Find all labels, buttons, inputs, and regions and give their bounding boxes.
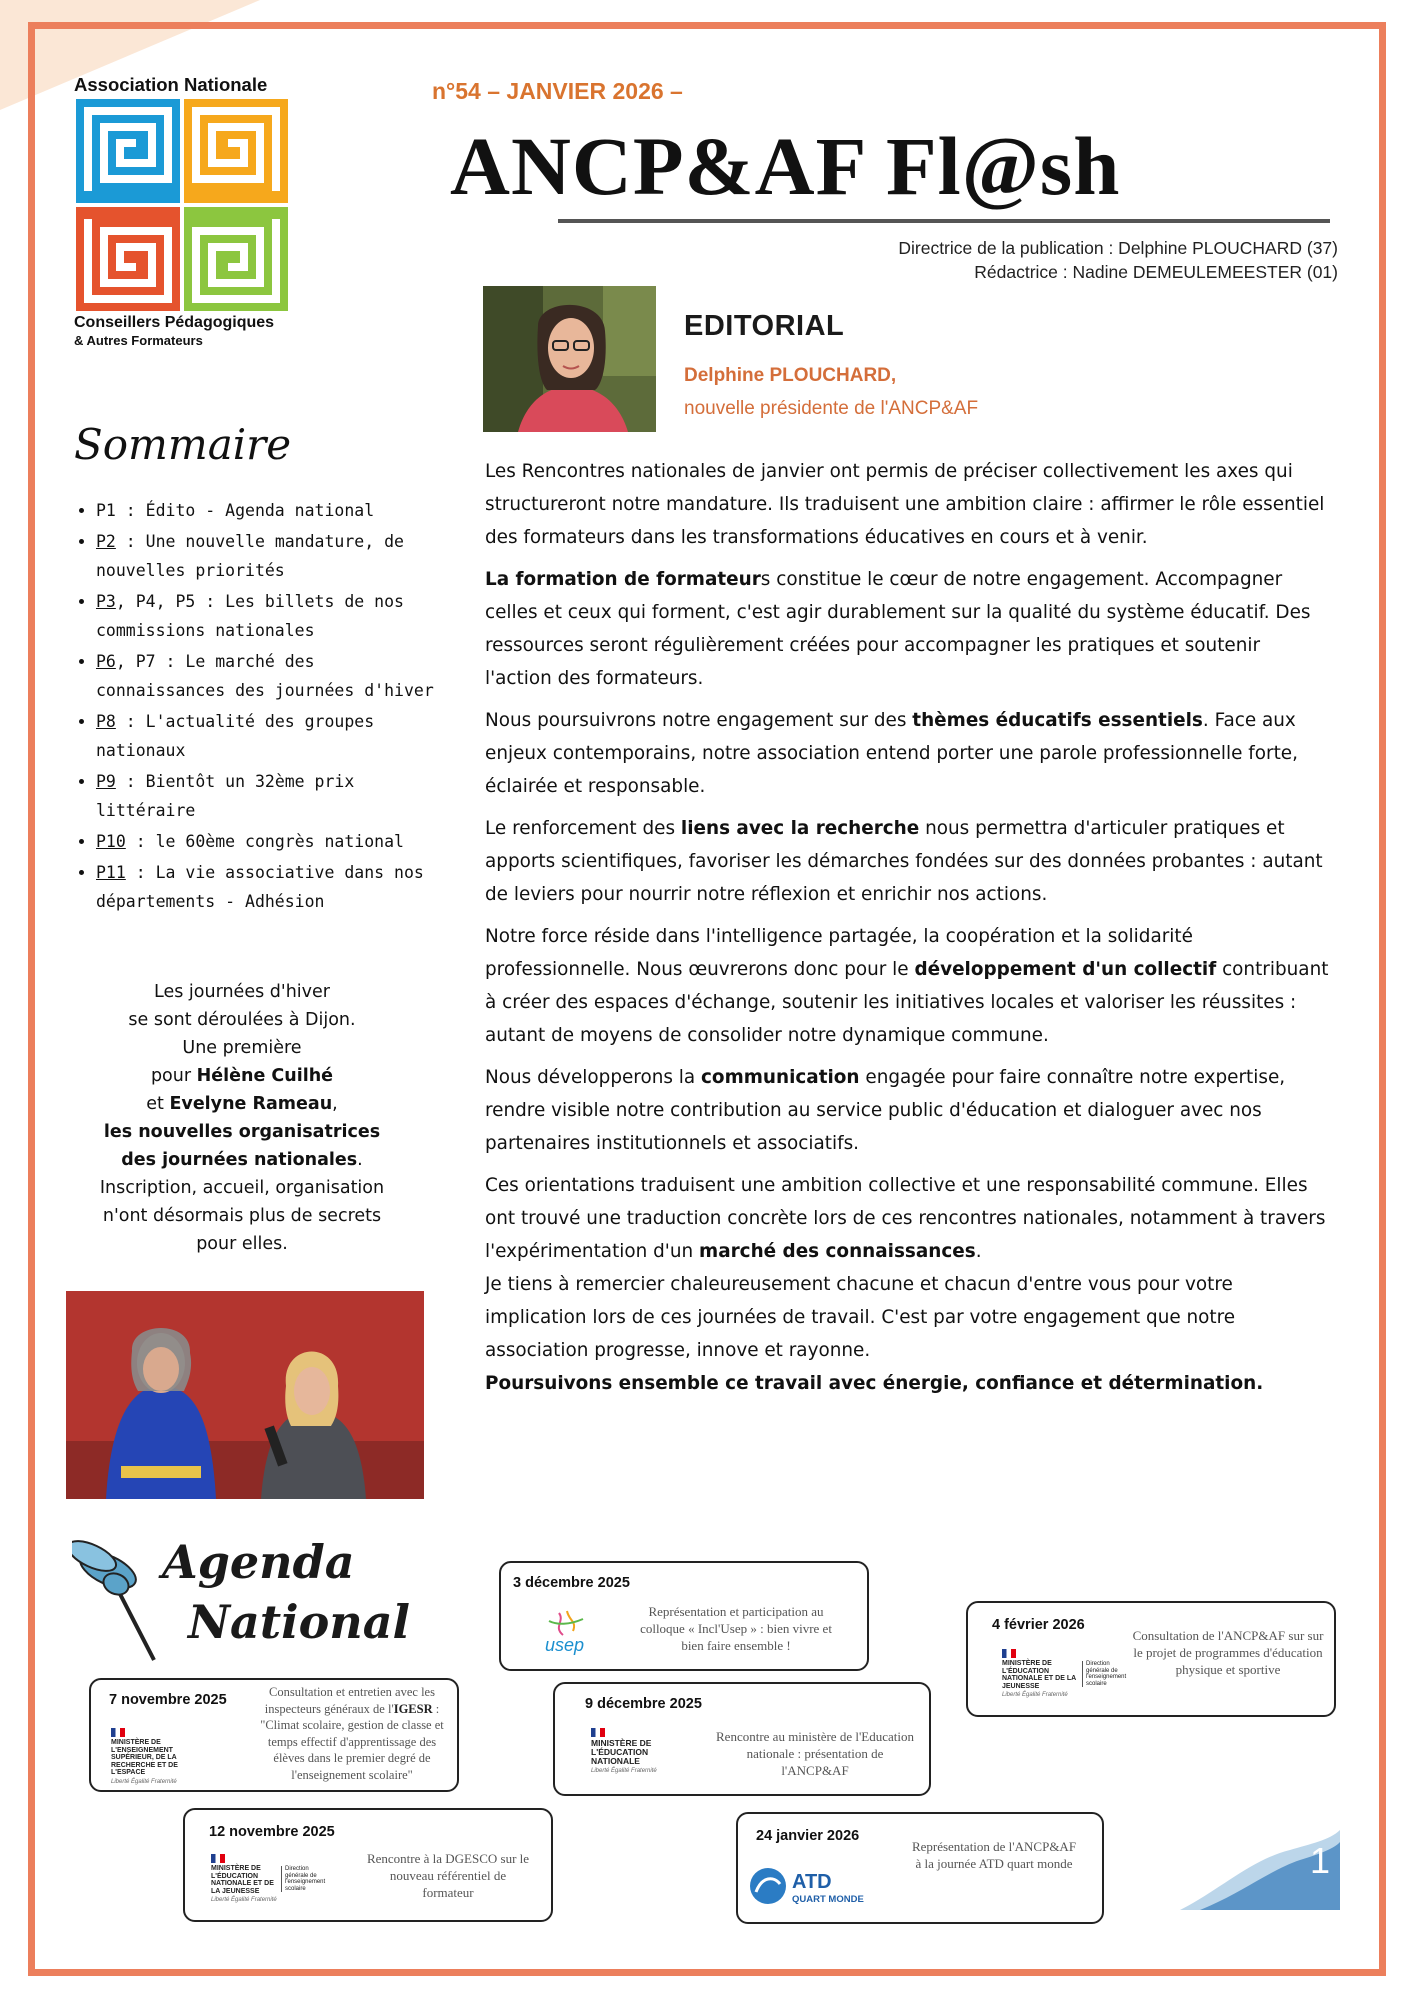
french-flag-icon (1002, 1649, 1016, 1658)
logo-bottom-line1: Conseillers Pédagogiques (74, 314, 275, 331)
ministere-logo (111, 1728, 193, 1785)
person-name: Evelyne Rameau (169, 1094, 333, 1114)
page-link[interactable]: P3 (96, 592, 116, 611)
agenda-description: Rencontre à la DGESCO sur le nouveau référentiel de formateur (366, 1851, 530, 1900)
atd-logo (746, 1862, 886, 1910)
agenda-title-line1: Agenda (162, 1535, 355, 1589)
logo-grid (76, 99, 294, 311)
paragraph-text: Le renforcement des (485, 818, 681, 839)
editorial-paragraph (485, 812, 1331, 911)
agenda-description: Consultation de l'ANCP&AF sur sur le projet de programmes d'éducation physique et sportive (1132, 1628, 1324, 1677)
agenda-card (499, 1561, 869, 1671)
agenda-description: Représentation de l'ANCP&AF à la journée ATD quart monde (911, 1839, 1077, 1871)
winter-line: n'ont désormais plus de secrets (102, 1206, 382, 1226)
bold-phrase: développement d'un collectif (914, 959, 1217, 980)
logo-green-square (184, 207, 288, 311)
direction-name: Direction générale de l'enseignement scolaire (1086, 1661, 1127, 1687)
atd-logo-subtext: QUART MONDE (792, 1894, 864, 1905)
page-link[interactable]: P11 (96, 863, 126, 882)
editorial-paragraph: Les Rencontres nationales de janvier ont permis de préciser collectivement les axes qui structureront notre mandature. Ils traduisent une ambition claire : affirmer le rôle essentiel des formateurs dans les transformations éducatives en cours et à venir. (485, 461, 1325, 548)
editorial-paragraph (485, 1169, 1331, 1268)
sommaire-item-text: : La vie associative dans nos départements - Adhésion (96, 863, 424, 911)
bold-phrase: des journées nationales (121, 1150, 358, 1170)
ministere-motto: Liberté Égalité Fraternité (591, 1768, 657, 1774)
paragraph-text: Nous poursuivrons notre engagement sur des (485, 710, 913, 731)
winter-text: , (332, 1094, 338, 1114)
page-link[interactable]: P9 (96, 772, 116, 791)
agenda-description (253, 1684, 451, 1783)
paragraph-text: nous permettra d'articuler pratiques et apports scientifiques, favoriser les démarches fondées sur des données probantes : autant de leviers pour nourrir notre réflexion et enrichir nos actions. (485, 818, 1323, 905)
agenda-date: 3 décembre 2025 (513, 1575, 630, 1591)
winter-text: . (357, 1150, 363, 1170)
agenda-description: Représentation et participation au colloque « Incl'Usep » : bien vivre et bien faire ensemble ! (640, 1604, 832, 1653)
page-link[interactable]: P2 (96, 532, 116, 551)
ministere-logo (211, 1854, 277, 1904)
paragraph-text: . Face aux enjeux contemporains, notre association entend porter une parole professionnelle forte, éclairée et responsable. (485, 710, 1298, 797)
editorial-paragraph: Je tiens à remercier chaleureusement chacune et chacun d'entre vous pour votre implication lors de ces journées de travail. C'est par votre engagement que notre association progresse, innove et rayonne. (485, 1274, 1236, 1361)
french-flag-icon (111, 1728, 125, 1737)
publication-director: Directrice de la publication : Delphine PLOUCHARD (37) (898, 238, 1338, 258)
winter-line: Inscription, accueil, organisation (99, 1178, 385, 1198)
logo-red-square (76, 207, 180, 311)
sommaire-item[interactable] (96, 707, 446, 765)
bold-phrase: La formation de formateur (485, 569, 761, 590)
sommaire-item-text: , P7 : Le marché des connaissances des journées d'hiver (96, 652, 434, 700)
agenda-card (553, 1682, 931, 1796)
sommaire-item[interactable] (96, 527, 446, 585)
bold-phrase: les nouvelles organisatrices (103, 1122, 381, 1142)
sommaire-item[interactable] (96, 587, 446, 645)
bold-phrase: liens avec la recherche (680, 818, 920, 839)
agenda-title (162, 1532, 410, 1652)
sommaire-item[interactable] (96, 647, 446, 705)
association-logo (74, 74, 294, 350)
atd-logo-text: ATD (792, 1871, 832, 1893)
ministere-name: MINISTÈRE DE L'ÉDUCATION NATIONALE ET DE LA JEUNESSE (1002, 1660, 1076, 1690)
bold-phrase: Poursuivons ensemble ce travail avec énergie, confiance et détermination. (485, 1373, 1264, 1394)
paragraph-text: s constitue le cœur de notre engagement. Accompagner celles et ceux qui forment, c'est agir durablement sur la qualité du système éducatif. Des ressources seront régulièrement créées pour accompagner les pratiques et soutenir l'action des formateurs. (485, 569, 1311, 689)
page-number: 1 (1310, 1840, 1331, 1881)
masthead-title: ANCP&AF Fl@sh (450, 120, 1121, 212)
winter-text: et (146, 1094, 170, 1114)
sommaire-list (68, 496, 446, 918)
ministere-motto: Liberté Égalité Fraternité (211, 1897, 277, 1903)
person-name: Hélène Cuilhé (196, 1066, 334, 1086)
pushpin-icon (72, 1536, 172, 1662)
bold-phrase: marché des connaissances (699, 1241, 976, 1262)
sommaire-item[interactable] (96, 827, 446, 856)
sommaire-item-text: : Bientôt un 32ème prix littéraire (96, 772, 355, 820)
agenda-date: 24 janvier 2026 (756, 1828, 860, 1844)
sommaire-item[interactable] (96, 496, 446, 525)
ministere-motto: Liberté Égalité Fraternité (1002, 1692, 1068, 1698)
french-flag-icon (591, 1728, 605, 1737)
logo-blue-square (76, 99, 180, 203)
paragraph-text: contribuant à créer des espaces d'échange, soutenir les initiatives locales et valoriser les réussites : autant de moyens de consolider notre dynamique commune. (485, 959, 1329, 1046)
paragraph-text: engagée pour faire connaître notre expertise, rendre visible notre contribution au service public d'éducation et dialoguer avec nos partenaires institutionnels et associatifs. (485, 1067, 1286, 1154)
winter-line: pour elles. (196, 1234, 288, 1254)
logo-yellow-square (184, 99, 288, 203)
direction-name: Direction générale de l'enseignement scolaire (285, 1866, 326, 1892)
desc-bold: IGESR (393, 1701, 433, 1716)
french-flag-icon (211, 1854, 225, 1863)
editorial-body (485, 455, 1331, 1409)
paragraph-text: Ces orientations traduisent une ambition collective et une responsabilité commune. Elles ont trouvé une traduction concrète lors de ces rencontres nationales, notamment à travers l'expérimentation d'un (485, 1175, 1326, 1262)
winter-line (72, 1062, 412, 1090)
editorial-closing (485, 1367, 1331, 1400)
sommaire-item-text: P1 : Édito - Agenda national (96, 501, 375, 520)
desc-text: : "Climat scolaire, gestion de classe et temps effectif d'apprentissage des élèves dans le premier degré de l'enseignement scolaire" (260, 1701, 444, 1782)
issue-number: n°54 – JANVIER 2026 – (432, 78, 683, 104)
bold-phrase: thèmes éducatifs essentiels (912, 710, 1203, 731)
page-link[interactable]: P8 (96, 712, 116, 731)
agenda-description: Rencontre au ministère de l'Education nationale : présentation de l'ANCP&AF (716, 1729, 914, 1778)
winter-line: Les journées d'hiver (154, 982, 330, 1002)
agenda-card (89, 1678, 459, 1792)
logo-top-text: Association Nationale (74, 74, 268, 95)
ministere-motto: Liberté Égalité Fraternité (111, 1778, 177, 1785)
agenda-date: 12 novembre 2025 (209, 1824, 335, 1840)
ministere-name: MINISTÈRE DE L'ÉDUCATION NATIONALE ET DE LA JEUNESSE (211, 1865, 274, 1895)
ministere-name: MINISTÈRE DE L'ENSEIGNEMENT SUPÉRIEUR, DE LA RECHERCHE ET DE L'ESPACE (111, 1739, 178, 1776)
editorial-paragraph (485, 920, 1331, 1052)
agenda-date: 9 décembre 2025 (585, 1696, 702, 1712)
agenda-date: 7 novembre 2025 (109, 1692, 227, 1708)
direction-logo (281, 1866, 327, 1892)
publication-editor: Rédactrice : Nadine DEMEULEMEESTER (01) (974, 262, 1338, 282)
agenda-date: 4 février 2026 (992, 1617, 1085, 1633)
ministere-logo (591, 1728, 681, 1775)
president-photo (483, 286, 656, 432)
ministere-logo (1002, 1649, 1080, 1699)
editorial-paragraph (485, 563, 1331, 695)
winter-days-photo (66, 1291, 424, 1499)
editorial-author: Delphine PLOUCHARD, (684, 365, 897, 386)
agenda-card (736, 1812, 1104, 1924)
ministere-name: MINISTÈRE DE L'ÉDUCATION NATIONALE (591, 1738, 652, 1766)
winter-line: Une première (182, 1038, 302, 1058)
sommaire-item-text: : le 60ème congrès national (125, 832, 404, 851)
sommaire-title: Sommaire (74, 420, 292, 469)
sommaire-item-text: : Une nouvelle mandature, de nouvelles priorités (96, 532, 404, 580)
editorial-paragraph (485, 1061, 1331, 1160)
winter-days-text (72, 978, 412, 1258)
usep-logo-text: usep (545, 1635, 585, 1655)
sommaire-item-text: : L'actualité des groupes nationaux (96, 712, 375, 760)
page-link[interactable]: P10 (96, 832, 126, 851)
editorial-title: EDITORIAL (684, 310, 845, 342)
agenda-title-line2: National (188, 1595, 410, 1649)
winter-text: pour (150, 1066, 197, 1086)
editorial-author-role: nouvelle présidente de l'ANCP&AF (684, 398, 979, 419)
sommaire-item[interactable] (96, 858, 446, 916)
logo-bottom-text (74, 314, 294, 350)
sommaire-item-text: , P4, P5 : Les billets de nos commissions nationales (96, 592, 404, 640)
usep-logo (539, 1607, 599, 1663)
paragraph-text: . (975, 1241, 982, 1262)
agenda-card (966, 1601, 1336, 1717)
publication-info (898, 236, 1338, 284)
winter-line (72, 1090, 412, 1118)
bold-phrase: communication (701, 1067, 860, 1088)
editorial-paragraph (485, 704, 1331, 803)
agenda-card (183, 1808, 553, 1922)
direction-logo (1082, 1661, 1130, 1687)
winter-line (72, 1118, 412, 1146)
winter-line: se sont déroulées à Dijon. (128, 1010, 356, 1030)
paragraph-text: Nous développerons la (485, 1067, 702, 1088)
logo-bottom-line2: & Autres Formateurs (74, 333, 203, 348)
masthead-rule (558, 219, 1330, 223)
desc-text: Consultation et entretien avec les inspecteurs généraux de l' (264, 1685, 435, 1716)
page-link[interactable]: P6 (96, 652, 116, 671)
winter-line (72, 1146, 412, 1174)
sommaire-item[interactable] (96, 767, 446, 825)
paragraph-text: Notre force réside dans l'intelligence partagée, la coopération et la solidarité professionnelle. Nous œuvrerons donc pour le (485, 926, 1193, 980)
